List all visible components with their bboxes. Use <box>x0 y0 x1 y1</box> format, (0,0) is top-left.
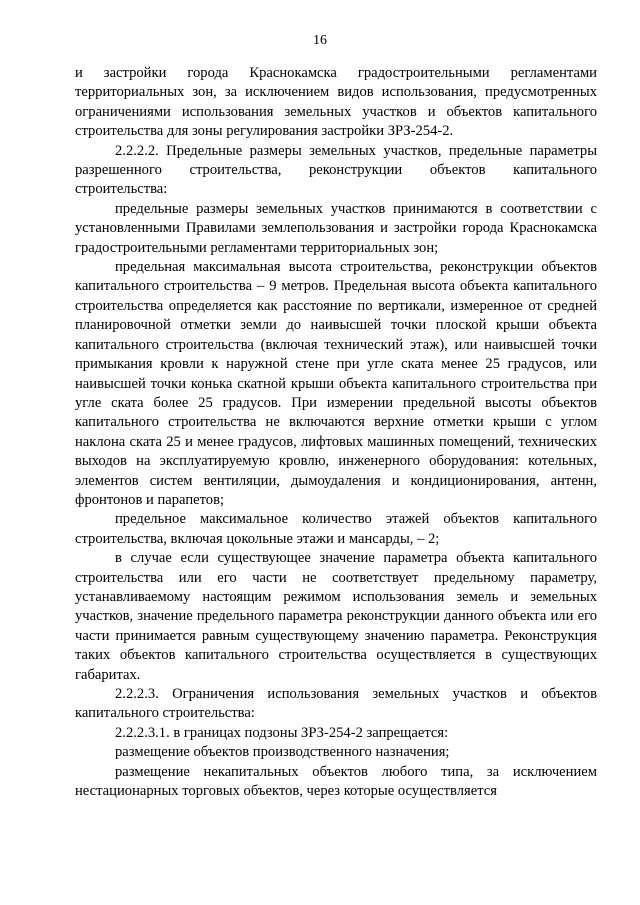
paragraph-land-plot-sizes: предельные размеры земельных участков принимаются в соответствии с установленными Правилами землепользования и застройки города Краснокамска градостроительными регламентами территориальных зон; <box>75 200 597 256</box>
paragraph-prohibition-industrial: размещение объектов производственного назначения; <box>115 744 450 761</box>
paragraph-section-2-2-2-3: 2.2.2.3. Ограничения использования земельных участков и объектов капитального строительства: <box>75 686 597 722</box>
paragraph-existing-parameters: в случае если существующее значение параметра объекта капитального строительства или его части не соответствует предельному параметру, устанавливаемому настоящим режимом использования земель и земельных участков, значение предельного параметра реконструкции данного объекта или его части принимается равным существующему значению параметра. Реконструкция таких объектов капитального строительства осуществляется в существующих габаритах. <box>75 550 597 683</box>
paragraph-section-2-2-2-3-1: 2.2.2.3.1. в границах подзоны ЗРЗ-254-2 запрещается: <box>115 724 449 741</box>
paragraph-continuation: и застройки города Краснокамска градостроительными регламентами территориальных зон, за исключением видов использования, предусмотренных ограничениями использования земельных участков и объектов капитального строительства для зоны регулирования застройки ЗРЗ-254-2. <box>75 65 597 140</box>
paragraph-max-height: предельная максимальная высота строительства, реконструкции объектов капитального строительства – 9 метров. Предельная высота объекта капитального строительства определяется как расстояние по вертикали, измеренное от средней планировочной отметки земли до наивысшей точки плоской крыши объекта капитального строительства (включая технический этаж), или наивысшей точки примыкания кровли к наружной стене при угле ската менее 25 градусов, или наивысшей точки конька скатной крыши объекта капитального строительства при угле ската более 25 градусов. При измерении предельной высоты объектов капитального строительства не включаются верхние отметки крыши с углом наклона ската 25 и менее градусов, лифтовых машинных помещений, технических выходов на эксплуатируемую кровлю, инженерного оборудования: котельных, элементов систем вентиляции, дымоудаления и кондиционирования, антенн, фронтонов и парапетов; <box>75 259 597 508</box>
paragraph-prohibition-temporary: размещение некапитальных объектов любого типа, за исключением нестационарных торговых объектов, через которые осуществляется <box>75 763 597 800</box>
paragraph-max-floors: предельное максимальное количество этажей объектов капитального строительства, включая цокольные этажи и мансарды, – 2; <box>75 511 597 547</box>
document-body <box>75 64 597 801</box>
page-number: 16 <box>313 33 327 48</box>
paragraph-section-2-2-2-2: 2.2.2.2. Предельные размеры земельных участков, предельные параметры разрешенного строительства, реконструкции объектов капитального строительства: <box>75 142 597 198</box>
